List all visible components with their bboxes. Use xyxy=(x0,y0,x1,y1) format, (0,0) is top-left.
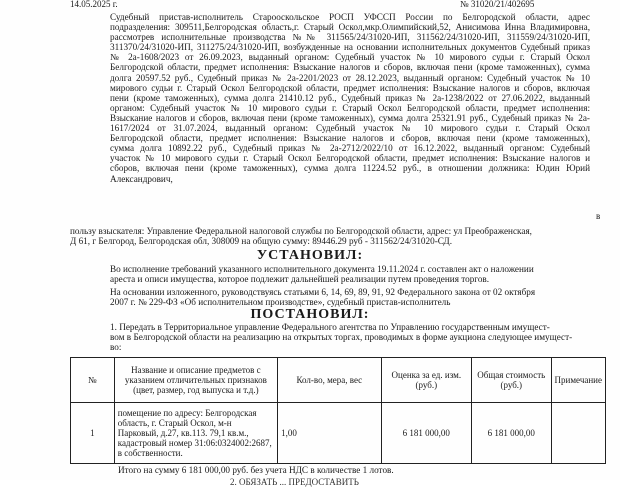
intro-line: Взыскание налогов и сборов, включая пени (кроме таможенных), сумма долга 25321.91 руб., Судебный приказ № 2а- xyxy=(110,112,590,123)
intro-line: 311370/24/31020-ИП, 311275/24/31020-ИП, возбужденные на основании исполнительных документов Судебный приказ xyxy=(110,42,590,53)
table-header-row xyxy=(71,358,606,403)
intro-line: Белгородской области, предмет исполнения: Взыскание налогов и сборов, включая пени (кроме таможенных), сумма xyxy=(110,62,590,73)
intro-line: сборов, включая пени (кроме таможенных), сумма долга 11224.52 руб., в отношении должника: Юдин Юрий xyxy=(110,163,590,174)
intro-line: подразделения: 309511,Белгородская область,г. Старый Оскол,мкр.Олимпийский,52, Анисимова Инна Владимировна, xyxy=(110,22,590,33)
intro-tail: в xyxy=(596,211,601,221)
decision-line: 1. Передать в Территориальное управление Федерального агентства по Управлению государственным имущест- xyxy=(110,322,550,332)
header-description: Название и описание предметов с указанием отличительных признаков (цвет, размер, год выпуска и т.д.) xyxy=(114,358,277,403)
cell-num: 1 xyxy=(71,403,115,464)
intro-line: рассмотрев исполнительные производства №№ 311565/24/31020-ИП, 311562/24/31020-ИП, 311559/24/31020-ИП, xyxy=(110,32,590,43)
claimant-paragraph xyxy=(70,226,590,246)
header-unit-price: Оценка за ед. изм. (руб.) xyxy=(381,358,471,403)
document-date: 14.05.2025 г. xyxy=(70,0,118,9)
basis-line: 2007 г. № 229-ФЗ «Об исполнительном производстве», судебный пристав-исполнитель xyxy=(110,297,451,308)
intro-paragraph xyxy=(70,12,590,184)
header-note: Примечание xyxy=(551,358,605,403)
intro-line: № 2а-1608/2023 от 26.09.2023, выданный органом: Судебный участок № 10 мирового судьи г. Старый Оскол xyxy=(110,52,590,63)
cell-unit-price: 6 181 000,00 xyxy=(381,403,471,464)
established-line: ареста и описи имущества, которое подлежит дальнейшей реализации путем проведения торгов. xyxy=(110,274,490,285)
intro-line: Судебный пристав-исполнитель Старооскольское РОСП УФССП России по Белгородской области, адрес xyxy=(110,12,590,22)
header-num: № xyxy=(71,358,115,403)
established-line: Во исполнение требований указанного исполнительного документа 19.11.2024 г. составлен акт о наложении xyxy=(110,264,534,274)
property-table xyxy=(70,357,606,464)
heading-established: УСТАНОВИЛ: xyxy=(256,248,364,263)
claimant-line: пользу взыскателя: Управление Федеральной налоговой службы по Белгородской области, адрес: ул Преображенская, xyxy=(70,226,532,236)
claimant-line: Д 61, г Белгород, Белгородская обл, 308009 на общую сумму: 89446.29 руб - 311562/24/31020-СД. xyxy=(70,236,452,247)
decision-line: во: xyxy=(110,342,122,353)
decision-line: вом в Белгородской области на реализацию на открытых торгах, проводимых в форме аукциона следующее имущест- xyxy=(110,332,573,343)
intro-line: мирового судьи г. Старый Оскол Белгородской области, предмет исполнения: Взыскание налогов и сборов, включая xyxy=(110,82,590,93)
basis-line: На основании изложенного, руководствуясь статьями 6, 14, 69, 89, 91, 92 Федерального закона от 02 октября xyxy=(110,287,536,297)
header-quantity: Кол-во, мера, вес xyxy=(278,358,382,403)
document-header xyxy=(0,0,620,10)
intro-line: долга 20597.52 руб., Судебный приказ № 2а-2201/2023 от 28.12.2023, выданный органом: Судебный участок № 10 xyxy=(110,72,590,83)
heading-resolved: ПОСТАНОВИЛ: xyxy=(250,307,370,322)
cell-quantity: 1,00 xyxy=(278,403,382,464)
intro-line: Белгородской области, предмет исполнения: Взыскание налогов и сборов, включая пени (кроме таможенных), xyxy=(110,133,590,144)
document-number: № 31020/21/402695 xyxy=(460,0,535,9)
basis-paragraph xyxy=(70,287,590,307)
intro-line: Александрович, xyxy=(110,173,173,184)
cell-total: 6 181 000,00 xyxy=(472,403,551,464)
established-paragraph xyxy=(70,264,590,284)
decision-paragraph xyxy=(70,322,590,352)
total-summary: Итого на сумму 6 181 000,00 руб. без учета НДС в количестве 1 лотов. xyxy=(118,465,394,475)
header-total: Общая стоимость (руб.) xyxy=(472,358,551,403)
table-row xyxy=(71,403,606,464)
intro-line: пени (кроме таможенных), сумма долга 21410.12 руб., Судебный приказ № 2а-1238/2022 от 27.06.2022, выданный xyxy=(110,92,590,103)
intro-line: 1617/2024 от 31.07.2024, выданный органом: Судебный участок № 10 мирового судьи г. Старый Оскол xyxy=(110,123,590,134)
intro-line: участок № 10 мирового судьи г. Старый Оскол Белгородской области, предмет исполнения: Взыскание налогов и xyxy=(110,153,590,164)
intro-line: сумма долга 10892.22 руб., Судебный приказ № 2а-2712/2022/10 от 16.12.2022, выданный органом: Судебный xyxy=(110,143,590,154)
intro-line: органом: Судебный участок № 10 мирового судьи г. Старый Оскол Белгородской области, предмет исполнения: xyxy=(110,102,590,113)
next-clause-cut: 2. ОБЯЗАТЬ ... ПРЕДОСТАВИТЬ xyxy=(230,477,359,487)
cell-note xyxy=(551,403,605,464)
cell-description: помещение по адресу: Белгородская область, г. Старый Оскол, м-н Парковый, д.27, кв.113. 79,1 кв.м., кадастровый номер 31:06:0324002:2687, в собственности. xyxy=(114,403,277,464)
